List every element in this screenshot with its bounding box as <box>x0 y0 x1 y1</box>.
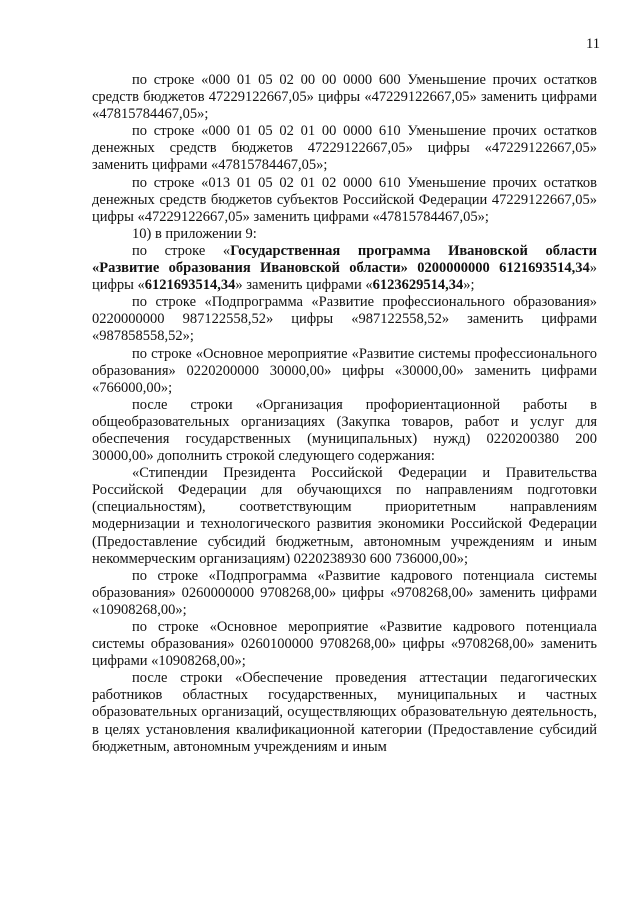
bold-text-run: 6123629514,34 <box>372 277 464 294</box>
text-run: по строке «013 01 05 02 01 02 0000 610 Уменьшение прочих остатков денежных средств бюджетов субъектов Российской Федерации 47229122667,05» цифры «47229122667,05» заменить цифрами «47815784467,05»; <box>92 174 597 225</box>
text-run: »; <box>463 277 475 294</box>
text-run: после строки «Обеспечение проведения аттестации педагогических работников областных государственных, муниципальных и частных образовательных организаций, осуществляющих образовательную деятельность, в целях установления квалификационной категории (Предоставление субсидий бюджетным, автономным учреждениям и иным <box>92 670 597 755</box>
text-run: по строке «000 01 05 02 01 00 0000 610 Уменьшение прочих остатков денежных средств бюджетов 47229122667,05» цифры «47229122667,05» заменить цифрами «47815784467,05»; <box>92 123 597 174</box>
document-body <box>92 72 597 756</box>
text-run: » заменить цифрами « <box>235 277 373 294</box>
text-run: 10) в приложении 9: <box>132 225 257 242</box>
text-run: «Стипендии Президента Российской Федерации и Правительства Российской Федерации для обучающихся по направлениям подготовки (специальностям), соответствующим приоритетным направлениям модернизации и технологического развития экономики Российской Федерации (Предоставление субсидий бюджетным, автономным учреждениям и иным некоммерческим организациям) 0220238930 600 736000,00»; <box>92 465 597 567</box>
text-run: по строке « <box>132 242 231 259</box>
paragraph <box>92 397 597 465</box>
paragraph <box>92 123 597 174</box>
paragraph <box>92 465 597 568</box>
paragraph <box>92 175 597 226</box>
text-run: после строки «Организация профориентационной работы в общеобразовательных организациях (Закупка товаров, работ и услуг для обеспечения государственных (муниципальных) нужд) 0220200380 200 30000,00» дополнить строкой следующего содержания: <box>92 396 597 465</box>
page-number: 11 <box>586 36 600 52</box>
text-run: по строке «Основное мероприятие «Развитие системы профессионального образования» 0220200000 30000,00» цифры «30000,00» заменить цифрами «766000,00»; <box>92 345 597 396</box>
text-run: по строке «Подпрограмма «Развитие кадрового потенциала системы образования» 0260000000 9708268,00» цифры «9708268,00» заменить цифрами «10908268,00»; <box>92 567 597 618</box>
text-run: по строке «Основное мероприятие «Развитие кадрового потенциала системы образования» 0260100000 9708268,00» цифры «9708268,00» заменить цифрами «10908268,00»; <box>92 619 597 670</box>
bold-text-run: 6121693514,34 <box>144 277 236 294</box>
paragraph <box>92 346 597 397</box>
paragraph <box>92 619 597 670</box>
bold-text-run: Государственная программа Ивановской области «Развитие образования Ивановской области» 0200000000 6121693514,34 <box>92 242 597 277</box>
paragraph <box>92 670 597 755</box>
paragraph <box>92 294 597 345</box>
text-run: по строке «Подпрограмма «Развитие профессионального образования» 0220000000 987122558,52» цифры «987122558,52» заменить цифрами «987858558,52»; <box>92 294 597 345</box>
text-run: по строке «000 01 05 02 00 00 0000 600 Уменьшение прочих остатков средств бюджетов 47229122667,05» цифры «47229122667,05» заменить цифрами «47815784467,05»; <box>92 72 597 123</box>
paragraph <box>92 568 597 619</box>
paragraph <box>92 243 597 294</box>
paragraph <box>92 226 597 243</box>
paragraph <box>92 72 597 123</box>
text-run: » цифры « <box>92 260 597 294</box>
